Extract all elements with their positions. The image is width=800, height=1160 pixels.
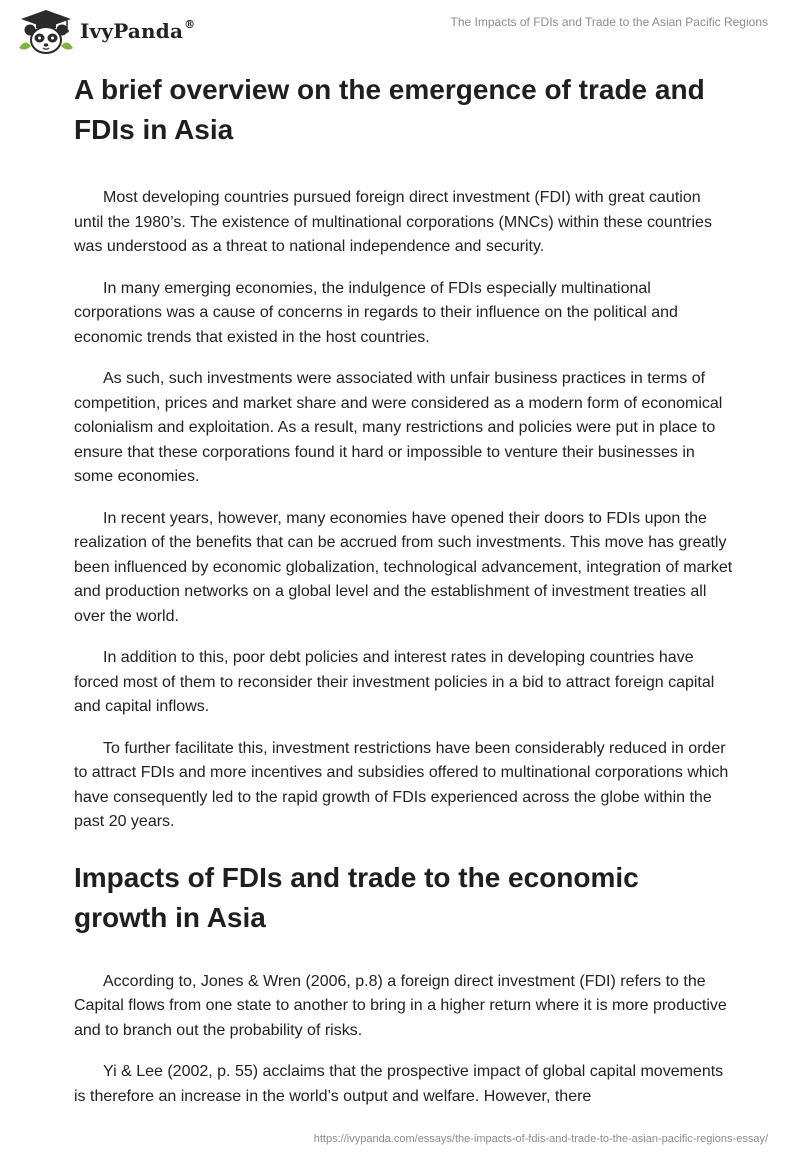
panda-graduate-logo-icon[interactable] xyxy=(15,8,77,56)
essay-content xyxy=(74,70,734,1109)
paragraph: Most developing countries pursued foreign direct investment (FDI) with great caution until the 1980’s. The existence of multinational corporations (MNCs) within these countries was understood as a threat to national independence and security. xyxy=(74,189,712,255)
paragraph: Yi & Lee (2002, p. 55) acclaims that the prospective impact of global capital movements is therefore an increase in the world’s output and welfare. However, there xyxy=(74,1063,724,1105)
section-heading: Impacts of FDIs and trade to the economic growth in Asia xyxy=(74,861,639,933)
section-impacts xyxy=(74,858,734,1110)
page-header xyxy=(0,0,800,64)
paragraph: According to, Jones & Wren (2006, p.8) a foreign direct investment (FDI) refers to the Capital flows from one state to another to bring in a higher return where it is more productive and to branch out the probability of risks. xyxy=(74,972,727,1039)
paragraph: In recent years, however, many economies have opened their doors to FDIs upon the realization of the benefits that can be accrued from such investments. This move has greatly been influenced by economic globalization, technological advancement, integration of market and production networks on a global level and the establishment of investment treaties all over the world. xyxy=(74,509,733,625)
paragraph: To further facilitate this, investment restrictions have been considerably reduced in order to attract FDIs and more incentives and subsidies offered to multinational corporations which have consequently led to the rapid growth of FDIs experienced across the globe within the past 20 years. xyxy=(74,739,729,830)
section-overview xyxy=(74,70,734,835)
document-title: The Impacts of FDIs and Trade to the Asian Pacific Regions xyxy=(450,15,768,29)
section-heading: A brief overview on the emergence of trade and FDIs in Asia xyxy=(74,74,705,145)
brand-name[interactable]: IvyPanda® xyxy=(80,18,196,43)
paragraph: As such, such investments were associated with unfair business practices in terms of competition, prices and market share and were considered as a modern form of economical colonialism and exploitation. As a result, many restrictions and policies were put in place to ensure that these corporations found it hard or impossible to venture their businesses in some economies. xyxy=(74,370,723,485)
source-url[interactable]: https://ivypanda.com/essays/the-impacts-of-fdis-and-trade-to-the-asian-pacific-regions-essay/ xyxy=(313,1133,768,1145)
paragraph: In many emerging economies, the indulgence of FDIs especially multinational corporations was a cause of concerns in regards to their influence on the political and economic trends that existed in the host countries. xyxy=(74,279,678,346)
paragraph: In addition to this, poor debt policies and interest rates in developing countries have forced most of them to reconsider their investment policies in a bid to attract foreign capital and capital inflows. xyxy=(74,649,715,715)
